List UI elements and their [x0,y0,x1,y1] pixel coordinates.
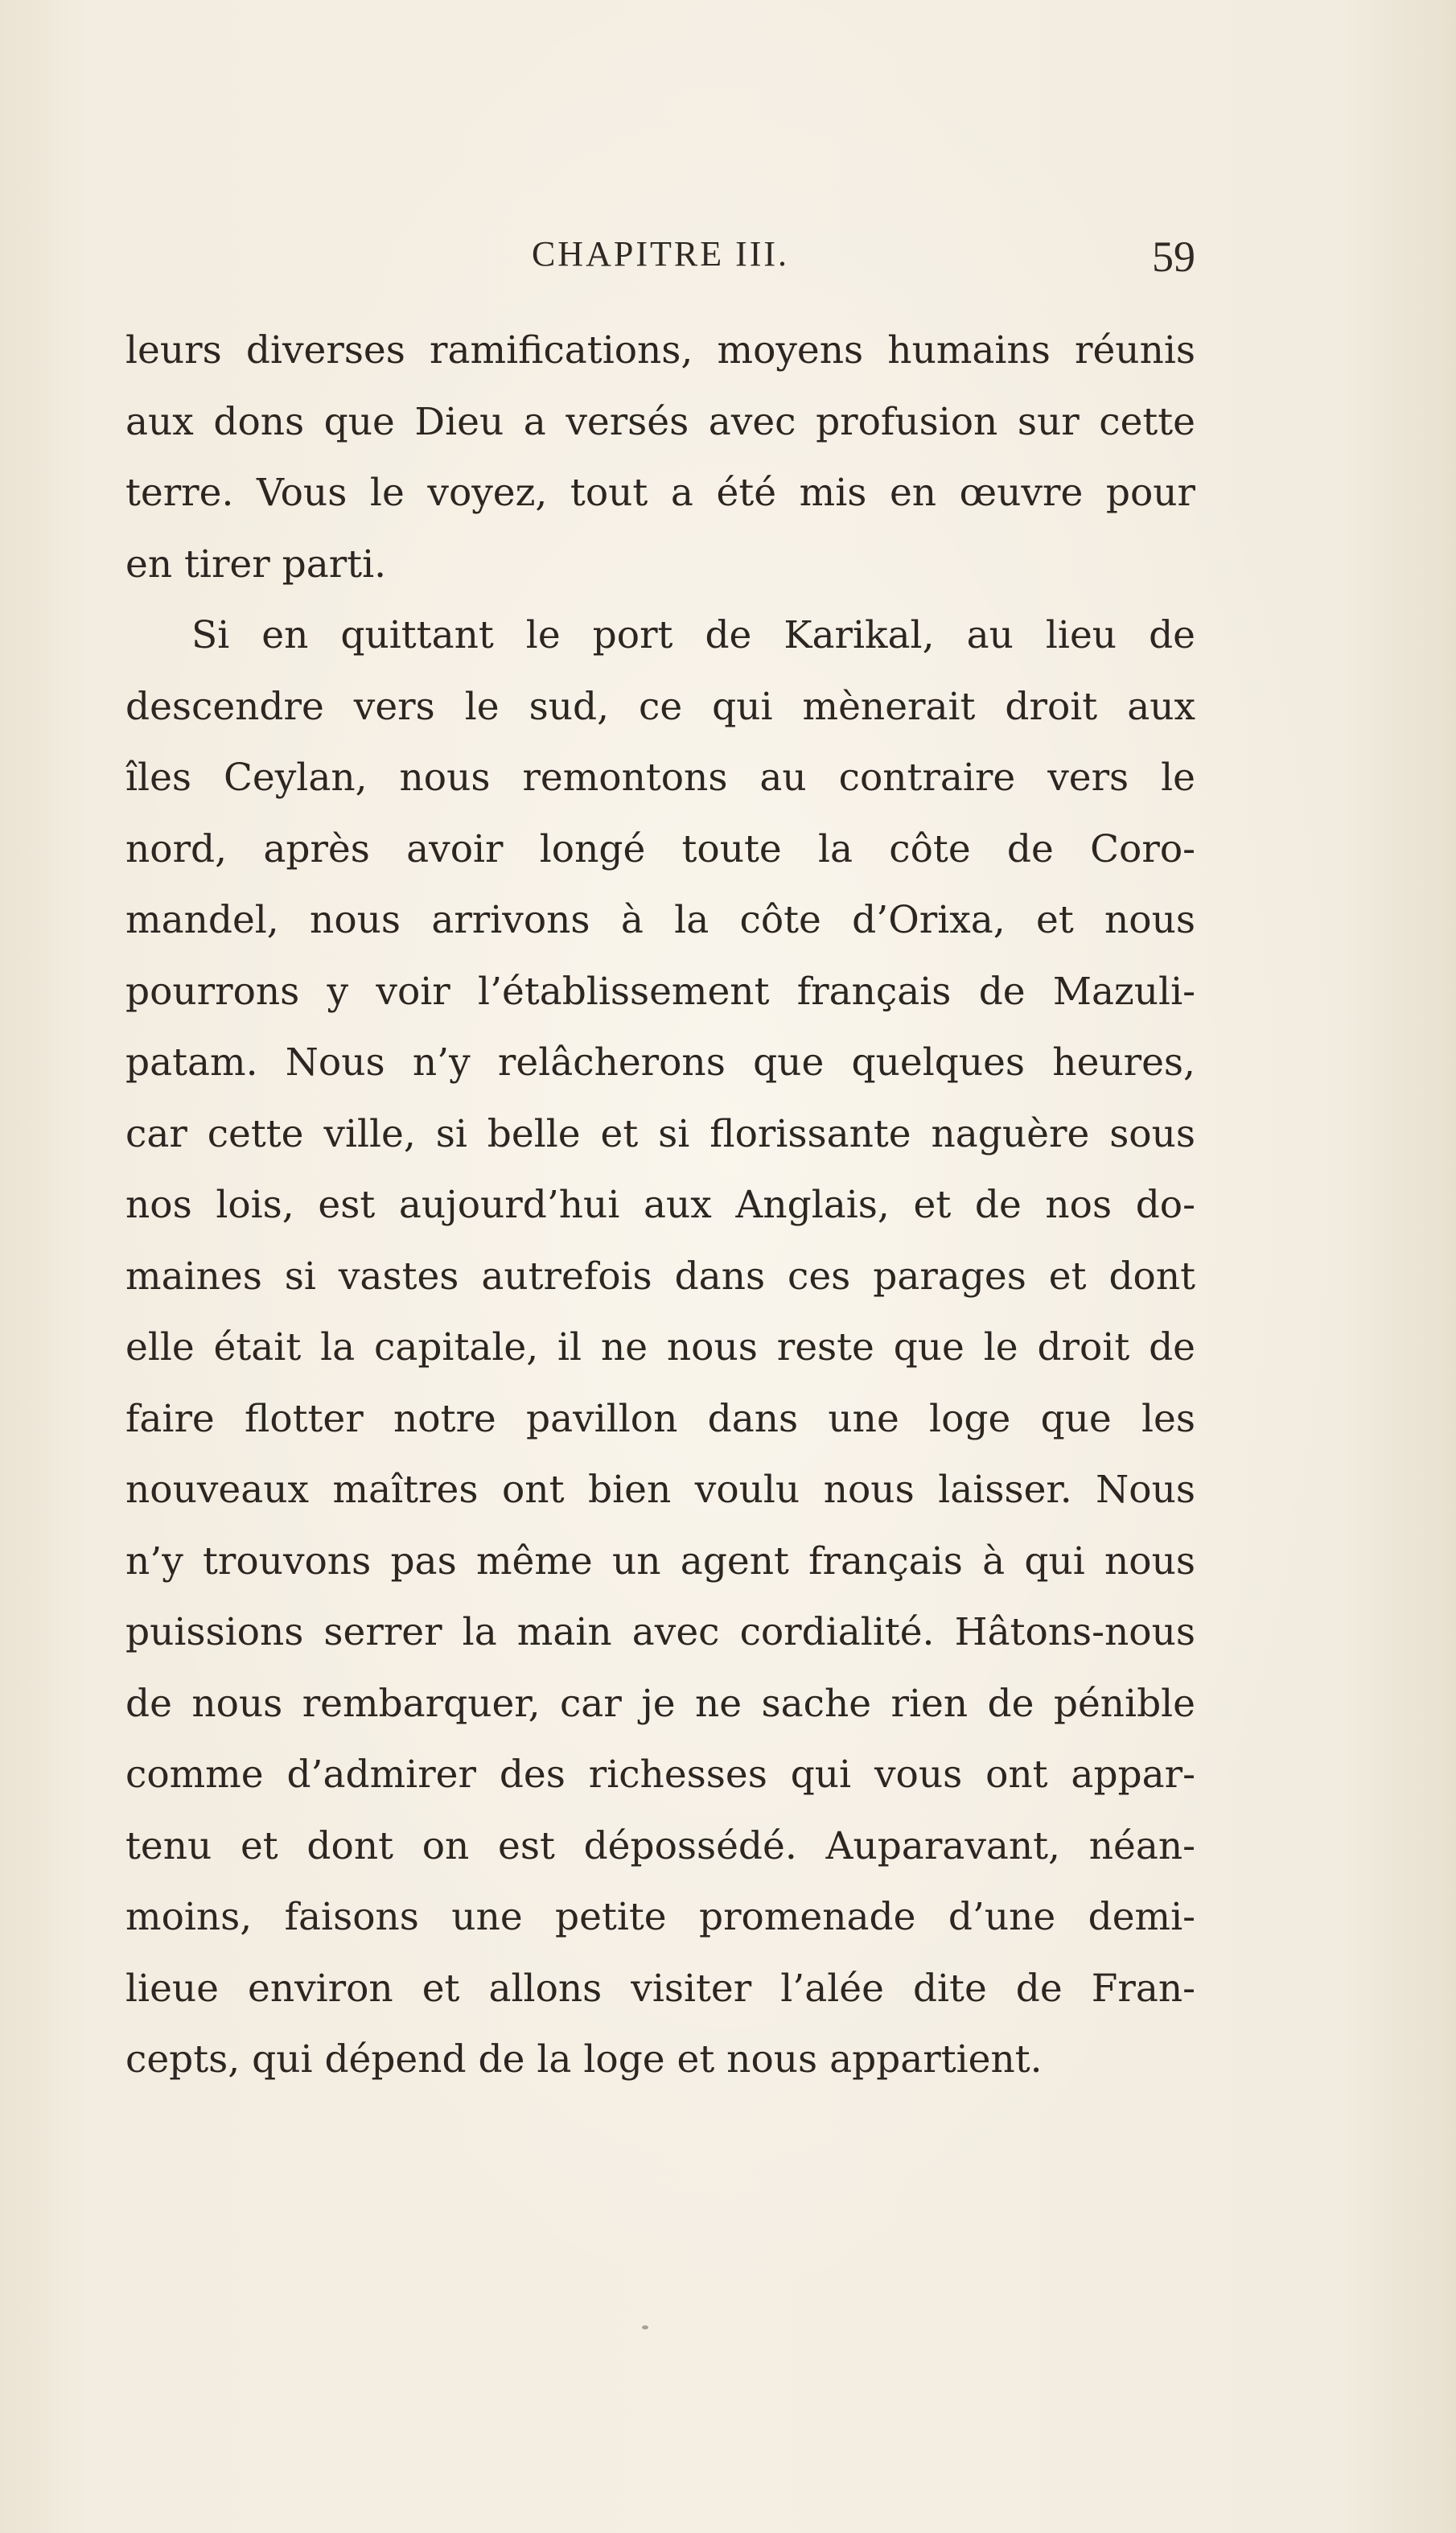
chapter-title: CHAPITRE III. [531,234,790,274]
text-line: puissions serrer la main avec cordialité. Hâtons-nous [125,1610,1195,1654]
page-number: 59 [1152,233,1195,281]
text-line: cepts, qui dépend de la loge et nous appartient. [125,2037,1043,2082]
text-line: comme d’admirer des richesses qui vous ont appar- [125,1753,1195,1797]
text-line: lieue environ et allons visiter l’alée dite de Fran- [125,1966,1195,2011]
text-line: nord, après avoir longé toute la côte de Coro- [125,826,1195,871]
text-line: nouveaux maîtres ont bien voulu nous laisser. Nous [125,1468,1195,1512]
text-line: n’y trouvons pas même un agent français à qui nous [125,1538,1195,1584]
text-line: terre. Vous le voyez, tout a été mis en œuvre pour [125,471,1195,515]
text-line: maines si vastes autrefois dans ces parages et dont [125,1254,1195,1299]
text-line: elle était la capitale, il ne nous reste que le droit de [125,1325,1195,1369]
text-line: aux dons que Dieu a versés avec profusion sur cette [125,399,1195,444]
text-line: tenu et dont on est dépossédé. Auparavant, néan- [125,1823,1195,1868]
text-line: de nous rembarquer, car je ne sache rien de pénible [125,1681,1195,1726]
text-line: moins, faisons une petite promenade d’une demi- [125,1895,1195,1939]
running-head [125,233,1195,290]
paper-speck [642,2325,648,2329]
body-text [125,315,1195,2096]
text-line: car cette ville, si belle et si florissante naguère sous [125,1111,1195,1156]
text-line: leurs diverses ramifications, moyens humains réunis [125,328,1195,373]
text-line: pourrons y voir l’établissement français de Mazuli- [125,969,1195,1014]
text-line: en tirer parti. [125,542,387,587]
text-line: nos lois, est aujourd’hui aux Anglais, et de nos do- [125,1183,1195,1227]
text-line: faire flotter notre pavillon dans une loge que les [125,1396,1195,1441]
text-line: mandel, nous arrivons à la côte d’Orixa, et nous [125,898,1195,942]
paragraph-first-line: Si en quittant le port de Karikal, au lieu de [191,613,1195,657]
text-line: îles Ceylan, nous remontons au contraire vers le [125,756,1195,800]
text-line: patam. Nous n’y relâcherons que quelques heures, [125,1040,1195,1085]
text-line: descendre vers le sud, ce qui mènerait droit aux [125,684,1195,729]
